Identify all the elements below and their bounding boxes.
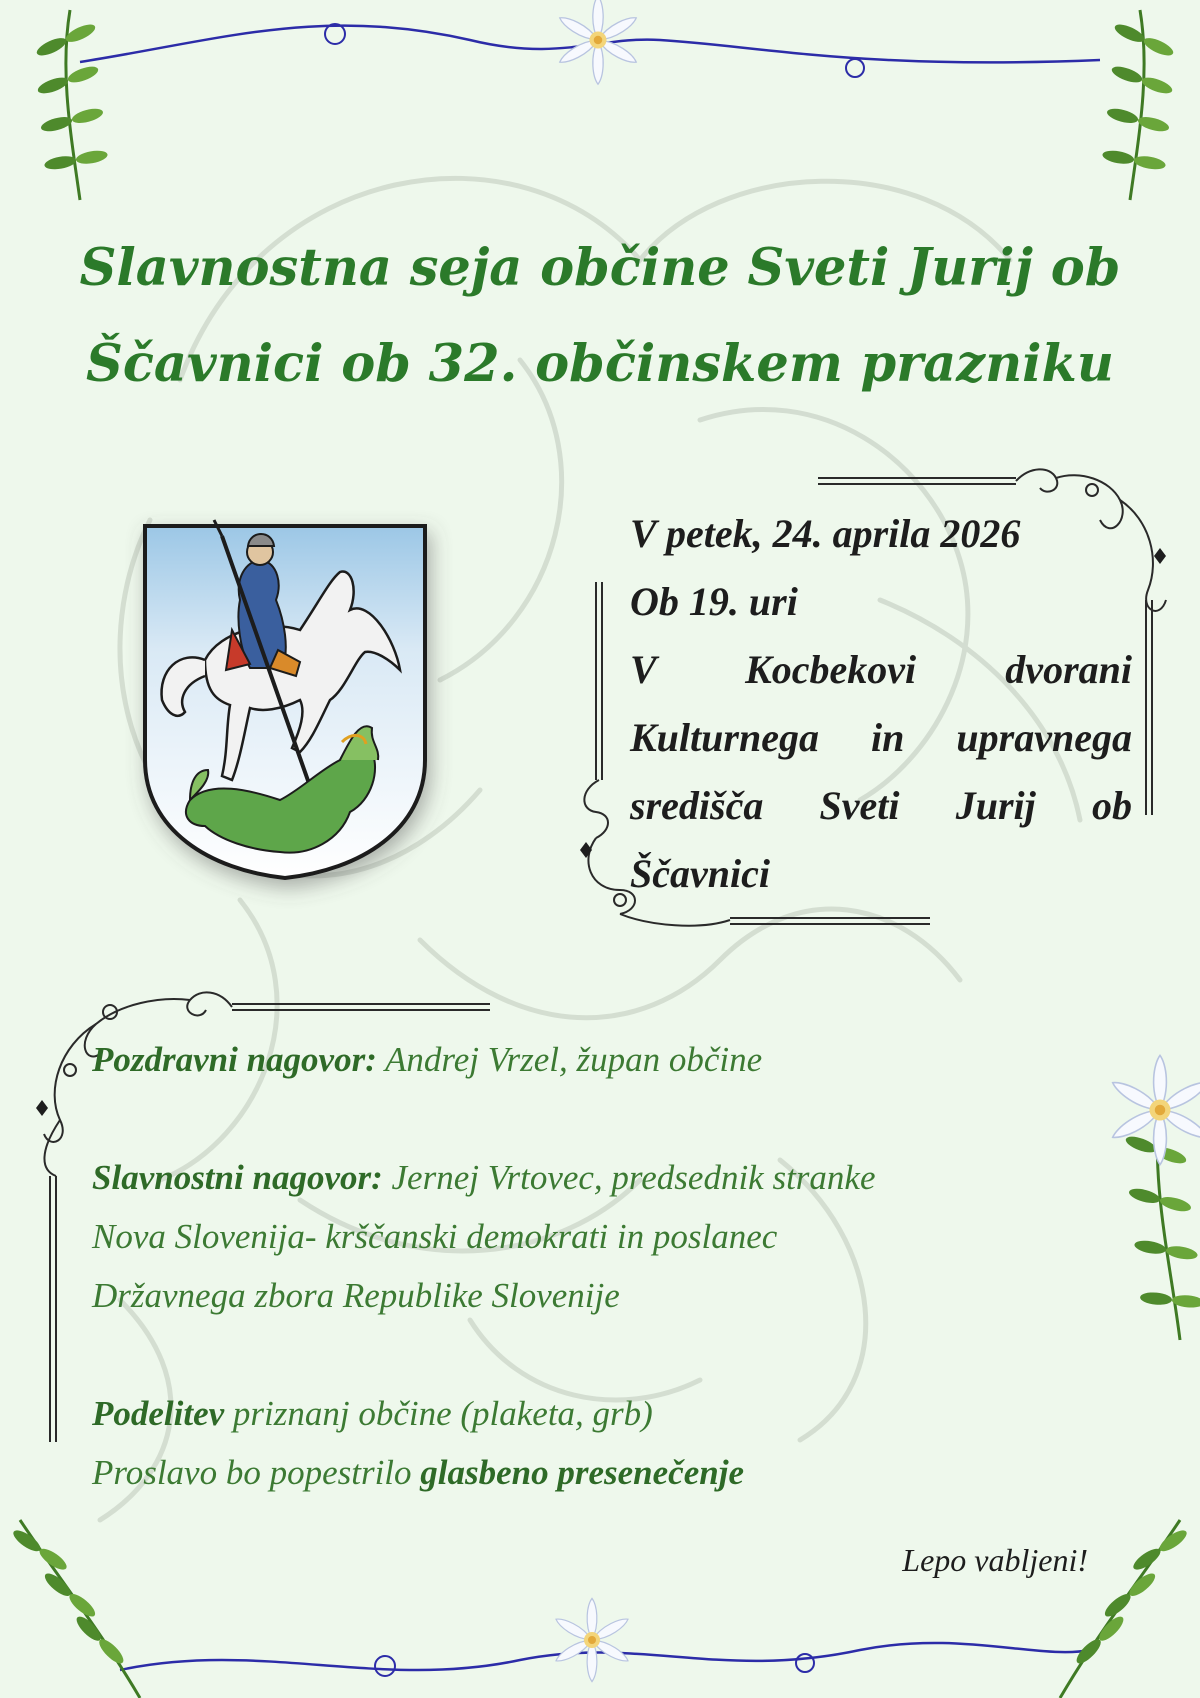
- ceremonial-text: Jernej Vrtovec, predsednik stranke Nova Slovenija- krščanski demokrati in poslanec Državnega zbora Republike Slovenije: [92, 1158, 876, 1315]
- awards-text: priznanj občine (plaketa, grb): [224, 1394, 653, 1433]
- welcome-label: Pozdravni nagovor:: [92, 1040, 377, 1079]
- music-label: glasbeno presenečenje: [420, 1453, 744, 1492]
- ceremonial-label: Slavnostni nagovor:: [92, 1158, 383, 1197]
- music-text: Proslavo bo popestrilo: [92, 1453, 421, 1492]
- closing-line: Lepo vabljeni!: [902, 1542, 1088, 1578]
- event-date: V petek, 24. aprila 2026: [630, 511, 1021, 556]
- event-venue: V Kocbekovi dvorani Kulturnega in upravnega središča Sveti Jurij ob Ščavnici: [630, 647, 1132, 896]
- awards-label: Podelitev: [92, 1394, 225, 1433]
- welcome-text: Andrej Vrzel, župan občine: [376, 1040, 763, 1079]
- event-time: Ob 19. uri: [630, 579, 798, 624]
- program-awards: [92, 1384, 922, 1443]
- title-line-2: Ščavnici ob 32. občinskem prazniku: [86, 334, 1114, 394]
- event-details: [630, 500, 1132, 908]
- program: [92, 1030, 922, 1502]
- program-welcome: [92, 1030, 922, 1089]
- program-ceremonial: [92, 1148, 922, 1325]
- title-line-1: Slavnostna seja občine Sveti Jurij ob: [79, 238, 1121, 298]
- page-title: [60, 220, 1140, 412]
- program-music: [92, 1443, 922, 1502]
